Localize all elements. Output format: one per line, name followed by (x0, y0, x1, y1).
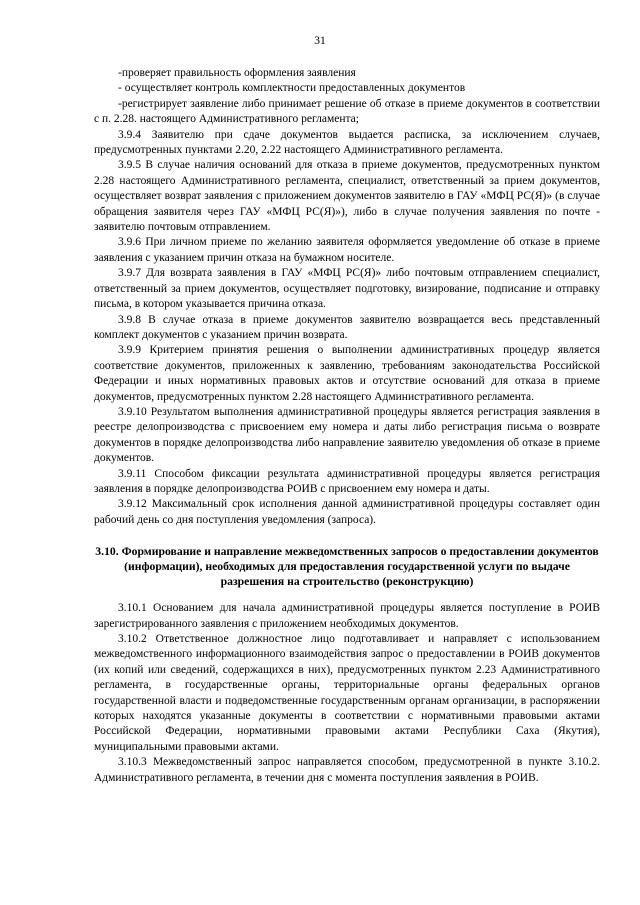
paragraph: - осуществляет контроль комплектности предоставленных документов (118, 82, 466, 95)
paragraph: 3.10.3 Межведомственный запрос направляется способом, предусмотренной в пункте 3.10.2. Административного регламента, в течении дня с момента поступления заявления в РОИВ. (94, 756, 600, 784)
paragraph: 3.9.6 При личном приеме по желанию заявителя оформляется уведомление об отказе в приеме заявления с указанием причин отказа на бумажном носителе. (94, 236, 600, 264)
paragraph: 3.9.12 Максимальный срок исполнения данной административной процедуры составляет один рабочий день со дня поступления уведомления (запроса). (94, 498, 600, 526)
paragraph: 3.9.7 Для возврата заявления в ГАУ «МФЦ РС(Я)» либо почтовым отправлением специалист, ответственный за прием документов, осуществляет подготовку, визирование, подписание и отправку письма, в котором указывается причина отказа. (94, 267, 600, 311)
paragraph: 3.9.8 В случае отказа в приеме документов заявителю возвращается весь представленный комплект документов с указанием причин возврата. (94, 313, 600, 341)
paragraph: 3.9.5 В случае наличия оснований для отказа в приеме документов, предусмотренных пунктом 2.28 настоящего Административного регламента, специалист, ответственный за прием документов, осуществляет возврат заявления с приложением документов заявителю в ГАУ «МФЦ РС(Я)» (в случае обращения заявителя через ГАУ «МФЦ РС(Я)»), либо в случае получения заявления по почте - заявителю почтовым отправлением. (94, 159, 600, 234)
document-body (94, 66, 600, 786)
paragraph: 3.10.2 Ответственное должностное лицо подготавливает и направляет с использованием межведомственного информационного взаимодействия запрос о предоставлении в РОИВ документов (их копий или сведений, содержащихся в них), предусмотренных пунктом 2.23 Административного регламента, в государственные органы, территориальные органы федеральных органов государственной власти и подведомственные государственным органам организации, в распоряжении которых находятся указанные документы в соответствии с нормативными правовыми актами Российской Федерации, нормативными правовыми актами Республики Саха (Якутия), муниципальными правовыми актами. (94, 633, 600, 753)
paragraph: -проверяет правильность оформления заявления (118, 67, 356, 79)
page-number: 31 (314, 35, 326, 47)
paragraph: 3.10.1 Основанием для начала административной процедуры является поступление в РОИВ зарегистрированного заявления с приложением необходимых документов. (94, 602, 600, 630)
paragraph: 3.9.4 Заявителю при сдаче документов выдается расписка, за исключением случаев, предусмотренных пунктами 2.20, 2.22 настоящего Административного регламента. (94, 128, 600, 157)
paragraph: 3.9.9 Критерием принятия решения о выполнении административных процедур является соответствие документов, приложенных к заявлению, требованиям законодательства Российской Федерации и иных нормативных правовых актов и отсутствие оснований для отказа в приеме документов, предусмотренных пунктом 2.28 настоящего Административного регламента. (94, 344, 600, 403)
paragraph: 3.9.10 Результатом выполнения административной процедуры является регистрация заявления в реестре делопроизводства с присвоением ему номера и даты либо регистрация письма о возврате документов в порядке делопроизводства либо направление заявителю уведомления об отказе в приеме документов. (94, 405, 600, 465)
paragraph: 3.9.11 Способом фиксации результата административной процедуры является регистрация заявления в порядке делопроизводства РОИВ с присвоением ему номера и даты. (94, 467, 600, 495)
section-title: 3.10. Формирование и направление межведомственных запросов о предоставлении документов (информации), необходимых для предоставления государственной услуги по выдаче разрешения на строительство (реконструкцию) (95, 545, 599, 589)
paragraph: -регистрирует заявление либо принимает решение об отказе в приеме документов в соответствии с п. 2.28. настоящего Административного регламента; (94, 97, 600, 126)
